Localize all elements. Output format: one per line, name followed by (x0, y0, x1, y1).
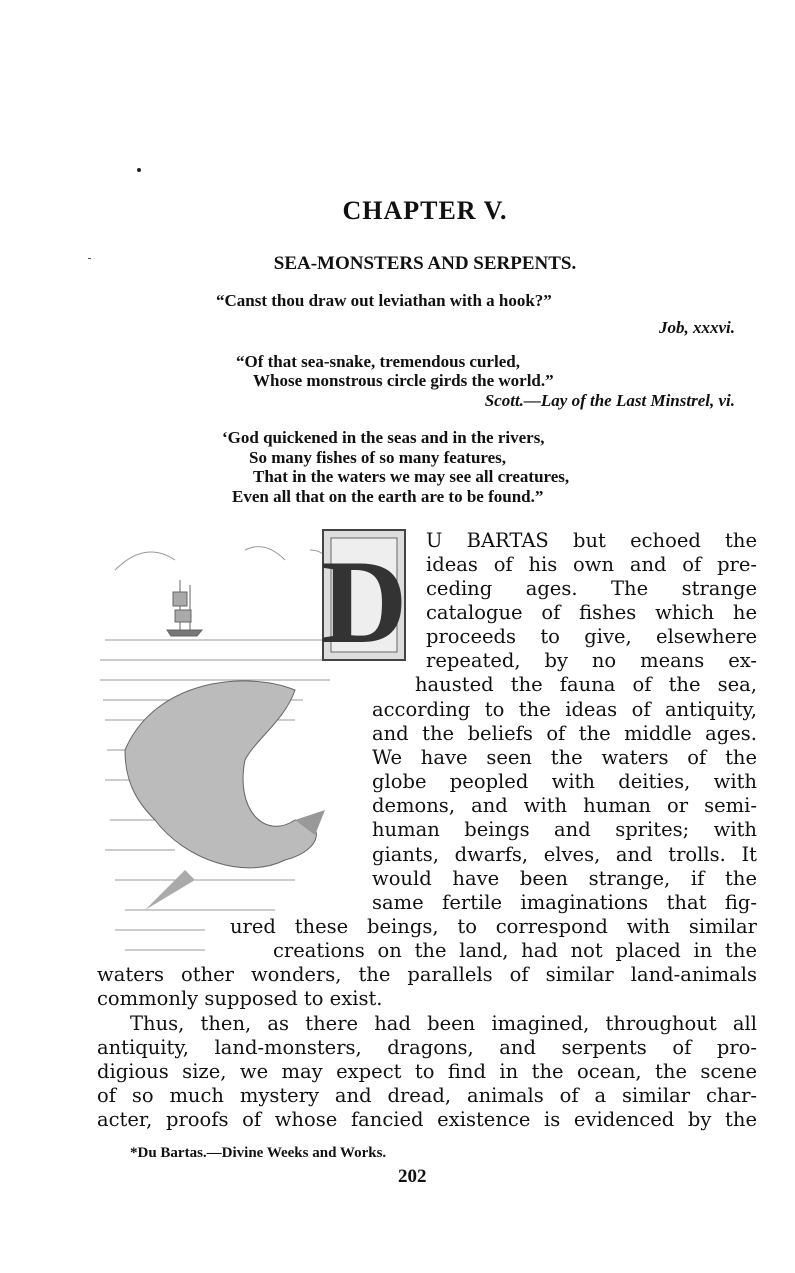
body-line: ceding ages. The strange (426, 577, 757, 600)
drop-cap: D (320, 535, 408, 668)
body-line: ured these beings, to correspond with similar (230, 915, 757, 938)
body-line: giants, dwarfs, elves, and trolls. It (372, 843, 757, 866)
epigraph-line: Whose monstrous circle girds the world.” (253, 371, 554, 390)
body-line: human beings and sprites; with (372, 818, 757, 841)
epigraph-line: That in the waters we may see all creatures, (253, 467, 570, 486)
body-line: of so much mystery and dread, animals of a similar char- (97, 1084, 757, 1107)
body-line: would have been strange, if the (372, 867, 757, 890)
body-line: We have seen the waters of the (372, 746, 757, 769)
chapter-subtitle: SEA-MONSTERS AND SERPENTS. (273, 253, 577, 274)
epigraph-source: Scott.—Lay of the Last Minstrel, vi. (484, 391, 735, 410)
epigraph-line: Even all that on the earth are to be found.” (232, 487, 544, 506)
body-line: hausted the fauna of the sea, (415, 673, 757, 696)
body-line: demons, and with human or semi- (372, 794, 757, 817)
body-line: catalogue of fishes which he (426, 601, 757, 624)
sea-monster-illustration (95, 520, 415, 970)
body-line: and the beliefs of the middle ages. (372, 722, 757, 745)
chapter-title: CHAPTER V. (342, 196, 508, 225)
body-line: ideas of his own and of pre- (426, 553, 757, 576)
body-line: creations on the land, had not placed in the (273, 939, 757, 962)
body-line: according to the ideas of antiquity, (372, 698, 757, 721)
epigraph-line: So many fishes of so many features, (249, 448, 507, 467)
ship-icon (167, 580, 202, 636)
body-line: antiquity, land-monsters, dragons, and serpents of pro- (97, 1036, 757, 1059)
body-line: waters other wonders, the parallels of similar land-animals (97, 963, 757, 986)
epigraph-source: Job, xxxvi. (658, 318, 735, 337)
epigraph-line: “Of that sea-snake, tremendous curled, (236, 352, 520, 371)
shark-icon (125, 681, 325, 910)
body-line: same fertile imaginations that fig- (372, 891, 757, 914)
body-line: commonly supposed to exist. (97, 987, 383, 1010)
body-line: proceeds to give, elsewhere (426, 625, 757, 648)
body-line: Thus, then, as there had been imagined, throughout all (130, 1012, 757, 1035)
footnote: *Du Bartas.—Divine Weeks and Works. (130, 1145, 387, 1161)
body-line: U BARTAS but echoed the (426, 529, 757, 552)
stray-mark (137, 168, 141, 172)
body-line: acter, proofs of whose fancied existence is evidenced by the (97, 1108, 757, 1131)
page-number: 202 (398, 1166, 427, 1187)
body-line: globe peopled with deities, with (372, 770, 757, 793)
body-line: repeated, by no means ex- (426, 649, 757, 672)
epigraph-line: ‘God quickened in the seas and in the rivers, (222, 428, 545, 447)
body-line: digious size, we may expect to find in the ocean, the scene (97, 1060, 757, 1083)
epigraph-line: “Canst thou draw out leviathan with a hook?” (216, 291, 552, 310)
